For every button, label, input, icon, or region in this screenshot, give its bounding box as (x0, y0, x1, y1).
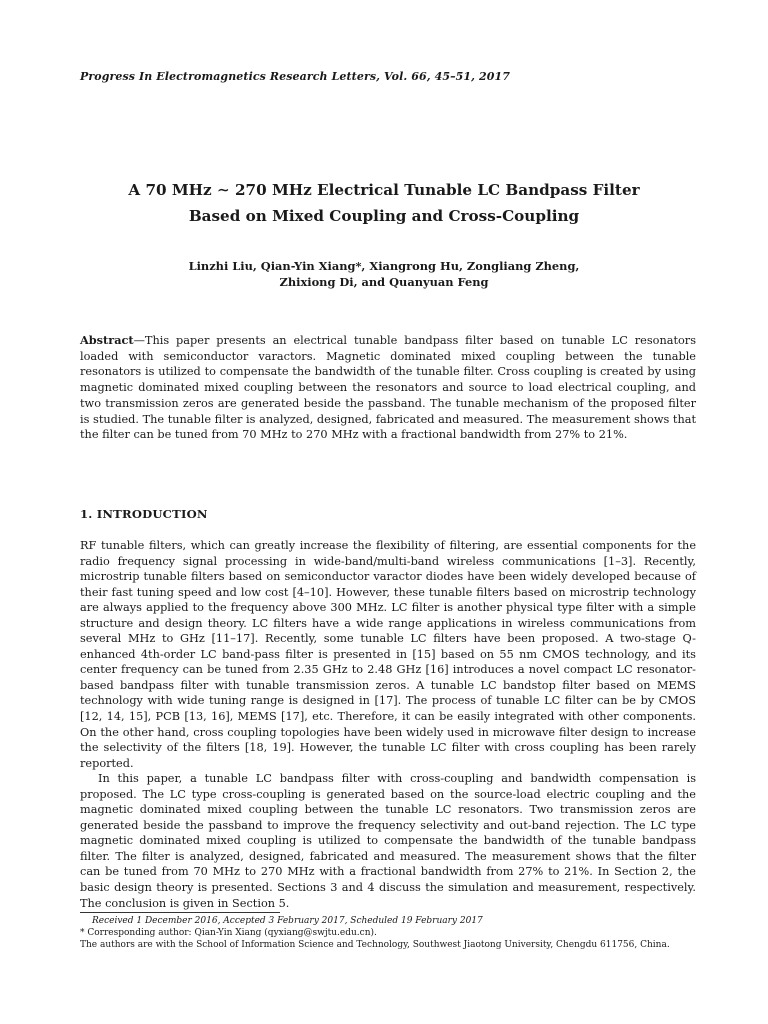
footnotes (80, 915, 700, 952)
paper-title (60, 177, 708, 229)
authors-line-1: Linzhi Liu, Qian-Yin Xiang*, Xiangrong Hu, Zongliang Zheng, (188, 259, 580, 273)
received-dates: Received 1 December 2016, Accepted 3 February 2017, Scheduled 19 February 2017 (92, 916, 483, 926)
abstract-label: Abstract (80, 333, 134, 347)
abstract-text: —This paper presents an electrical tunable bandpass filter based on tunable LC resonators loaded with semiconductor varactors. Magnetic dominated mixed coupling between the tunable resonators is utilized to compensate the bandwidth of the tunable filter. Cross coupling is created by using magnetic dominated mixed coupling between the resonators and source to load electrical coupling, and two transmission zeros are generated beside the passband. The tunable mechanism of the proposed filter is studied. The tunable filter is analyzed, designed, fabricated and measured. The measurement shows that the filter can be tuned from 70 MHz to 270 MHz with a fractional bandwidth from 27% to 21%. (80, 334, 696, 442)
section-heading-introduction: 1. INTRODUCTION (80, 507, 208, 521)
title-line-1: A 70 MHz ∼ 270 MHz Electrical Tunable LC Bandpass Filter (128, 181, 640, 199)
journal-citation: Progress In Electromagnetics Research Letters, Vol. 66, 45–51, 2017 (80, 70, 511, 83)
affiliation-note: The authors are with the School of Information Science and Technology, Southwest Jiaotong University, Chengdu 611756, China. (80, 940, 670, 951)
introduction-body (80, 538, 696, 911)
introduction-paragraph-2: In this paper, a tunable LC bandpass filter with cross-coupling and bandwidth compensation is proposed. The LC type cross-coupling is generated based on the source-load electric coupling and the magnetic dominated mixed coupling between the tunable LC resonators. Two transmission zeros are generated beside the passband to improve the frequency selectivity and out-band rejection. The LC type magnetic dominated mixed coupling is utilized to compensate the bandwidth of the tunable bandpass filter. The filter is analyzed, designed, fabricated and measured. The measurement shows that the filter can be tuned from 70 MHz to 270 MHz with a fractional bandwidth from 27% to 21%. In Section 2, the basic design theory is presented. Sections 3 and 4 discuss the simulation and measurement, respectively. The conclusion is given in Section 5. (80, 772, 696, 910)
footnote-divider (80, 912, 280, 913)
authors-line-2: Zhixiong Di, and Quanyuan Feng (279, 275, 489, 289)
title-line-2: Based on Mixed Coupling and Cross-Coupling (188, 207, 580, 225)
corresponding-author-note: * Corresponding author: Qian-Yin Xiang (qyxiang@swjtu.edu.cn). (80, 928, 377, 939)
abstract (80, 333, 696, 443)
author-list (60, 258, 708, 290)
introduction-paragraph-1: RF tunable filters, which can greatly increase the flexibility of filtering, are essential components for the radio frequency signal processing in wide-band/multi-band wireless communications [1–3]. Recently, microstrip tunable filters based on semiconductor varactor diodes have been widely developed because of their fast tuning speed and low cost [4–10]. However, these tunable filters based on microstrip technology are always applied to the frequency above 300 MHz. LC filter is another physical type filter with a simple structure and design theory. LC filters have a wide range applications in wireless communications from several MHz to GHz [11–17]. Recently, some tunable LC filters have been proposed. A two-stage Q-enhanced 4th-order LC band-pass filter is presented in [15] based on 55 nm CMOS technology, and its center frequency can be tuned from 2.35 GHz to 2.48 GHz [16] introduces a novel compact LC resonator-based bandpass filter with tunable transmission zeros. A tunable LC bandstop filter based on MEMS technology with wide tuning range is designed in [17]. The process of tunable LC filter can be by CMOS [12, 14, 15], PCB [13, 16], MEMS [17], etc. Therefore, it can be easily integrated with other components. On the other hand, cross coupling topologies have been widely used in microwave filter design to increase the selectivity of the filters [18, 19]. However, the tunable LC filter with cross coupling has been rarely reported. (80, 539, 696, 770)
